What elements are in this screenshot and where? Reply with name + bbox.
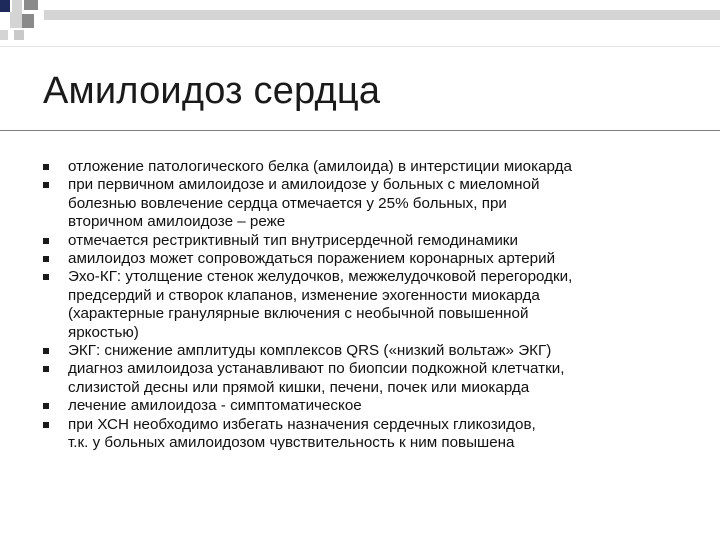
bullet-square-icon (43, 366, 49, 372)
bullet-square-icon (43, 182, 49, 188)
header-decoration (0, 0, 720, 60)
title-divider (0, 130, 720, 131)
bullet-square-icon (43, 348, 49, 354)
bullet-square-icon (43, 274, 49, 280)
decor-square (0, 0, 10, 12)
slide-title: Амилоидоз сердца (43, 70, 381, 112)
list-item: при ХСН необходимо избегать назначения сердечных гликозидов, т.к. у больных амилоидозом чувствительность к ним повышена (40, 416, 700, 453)
list-item: Эхо-КГ: утолщение стенок желудочков, межжелудочковой перегородки, предсердий и створок клапанов, изменение эхогенности миокарда (характерные гранулярные включения с необычной повышенной яркостью) (40, 268, 700, 342)
list-item: отложение патологического белка (амилоида) в интерстиции миокарда (40, 158, 700, 176)
decor-square (10, 12, 22, 28)
list-item: амилоидоз может сопровождаться поражением коронарных артерий (40, 250, 700, 268)
bullet-square-icon (43, 403, 49, 409)
decor-square (14, 30, 24, 40)
decor-square (22, 14, 34, 28)
list-item: ЭКГ: снижение амплитуды комплексов QRS («низкий вольтаж» ЭКГ) (40, 342, 700, 360)
bullet-square-icon (43, 256, 49, 262)
list-item: диагноз амилоидоза устанавливают по биопсии подкожной клетчатки, слизистой десны или прямой кишки, печени, почек или миокарда (40, 360, 700, 397)
decor-square (0, 30, 8, 40)
list-item: лечение амилоидоза - симптоматическое (40, 397, 700, 415)
list-item: при первичном амилоидозе и амилоидозе у больных с миеломной болезнью вовлечение сердца отмечается у 25% больных, при вторичном амилоидозе – реже (40, 176, 700, 231)
bullet-square-icon (43, 422, 49, 428)
decor-bar (0, 46, 720, 47)
decor-square (12, 0, 22, 12)
bullet-square-icon (43, 238, 49, 244)
list-item: отмечается рестриктивный тип внутрисердечной гемодинамики (40, 232, 700, 250)
bullet-square-icon (43, 164, 49, 170)
decor-square (24, 0, 38, 10)
bullet-list (40, 158, 700, 453)
decor-bar (44, 10, 720, 20)
